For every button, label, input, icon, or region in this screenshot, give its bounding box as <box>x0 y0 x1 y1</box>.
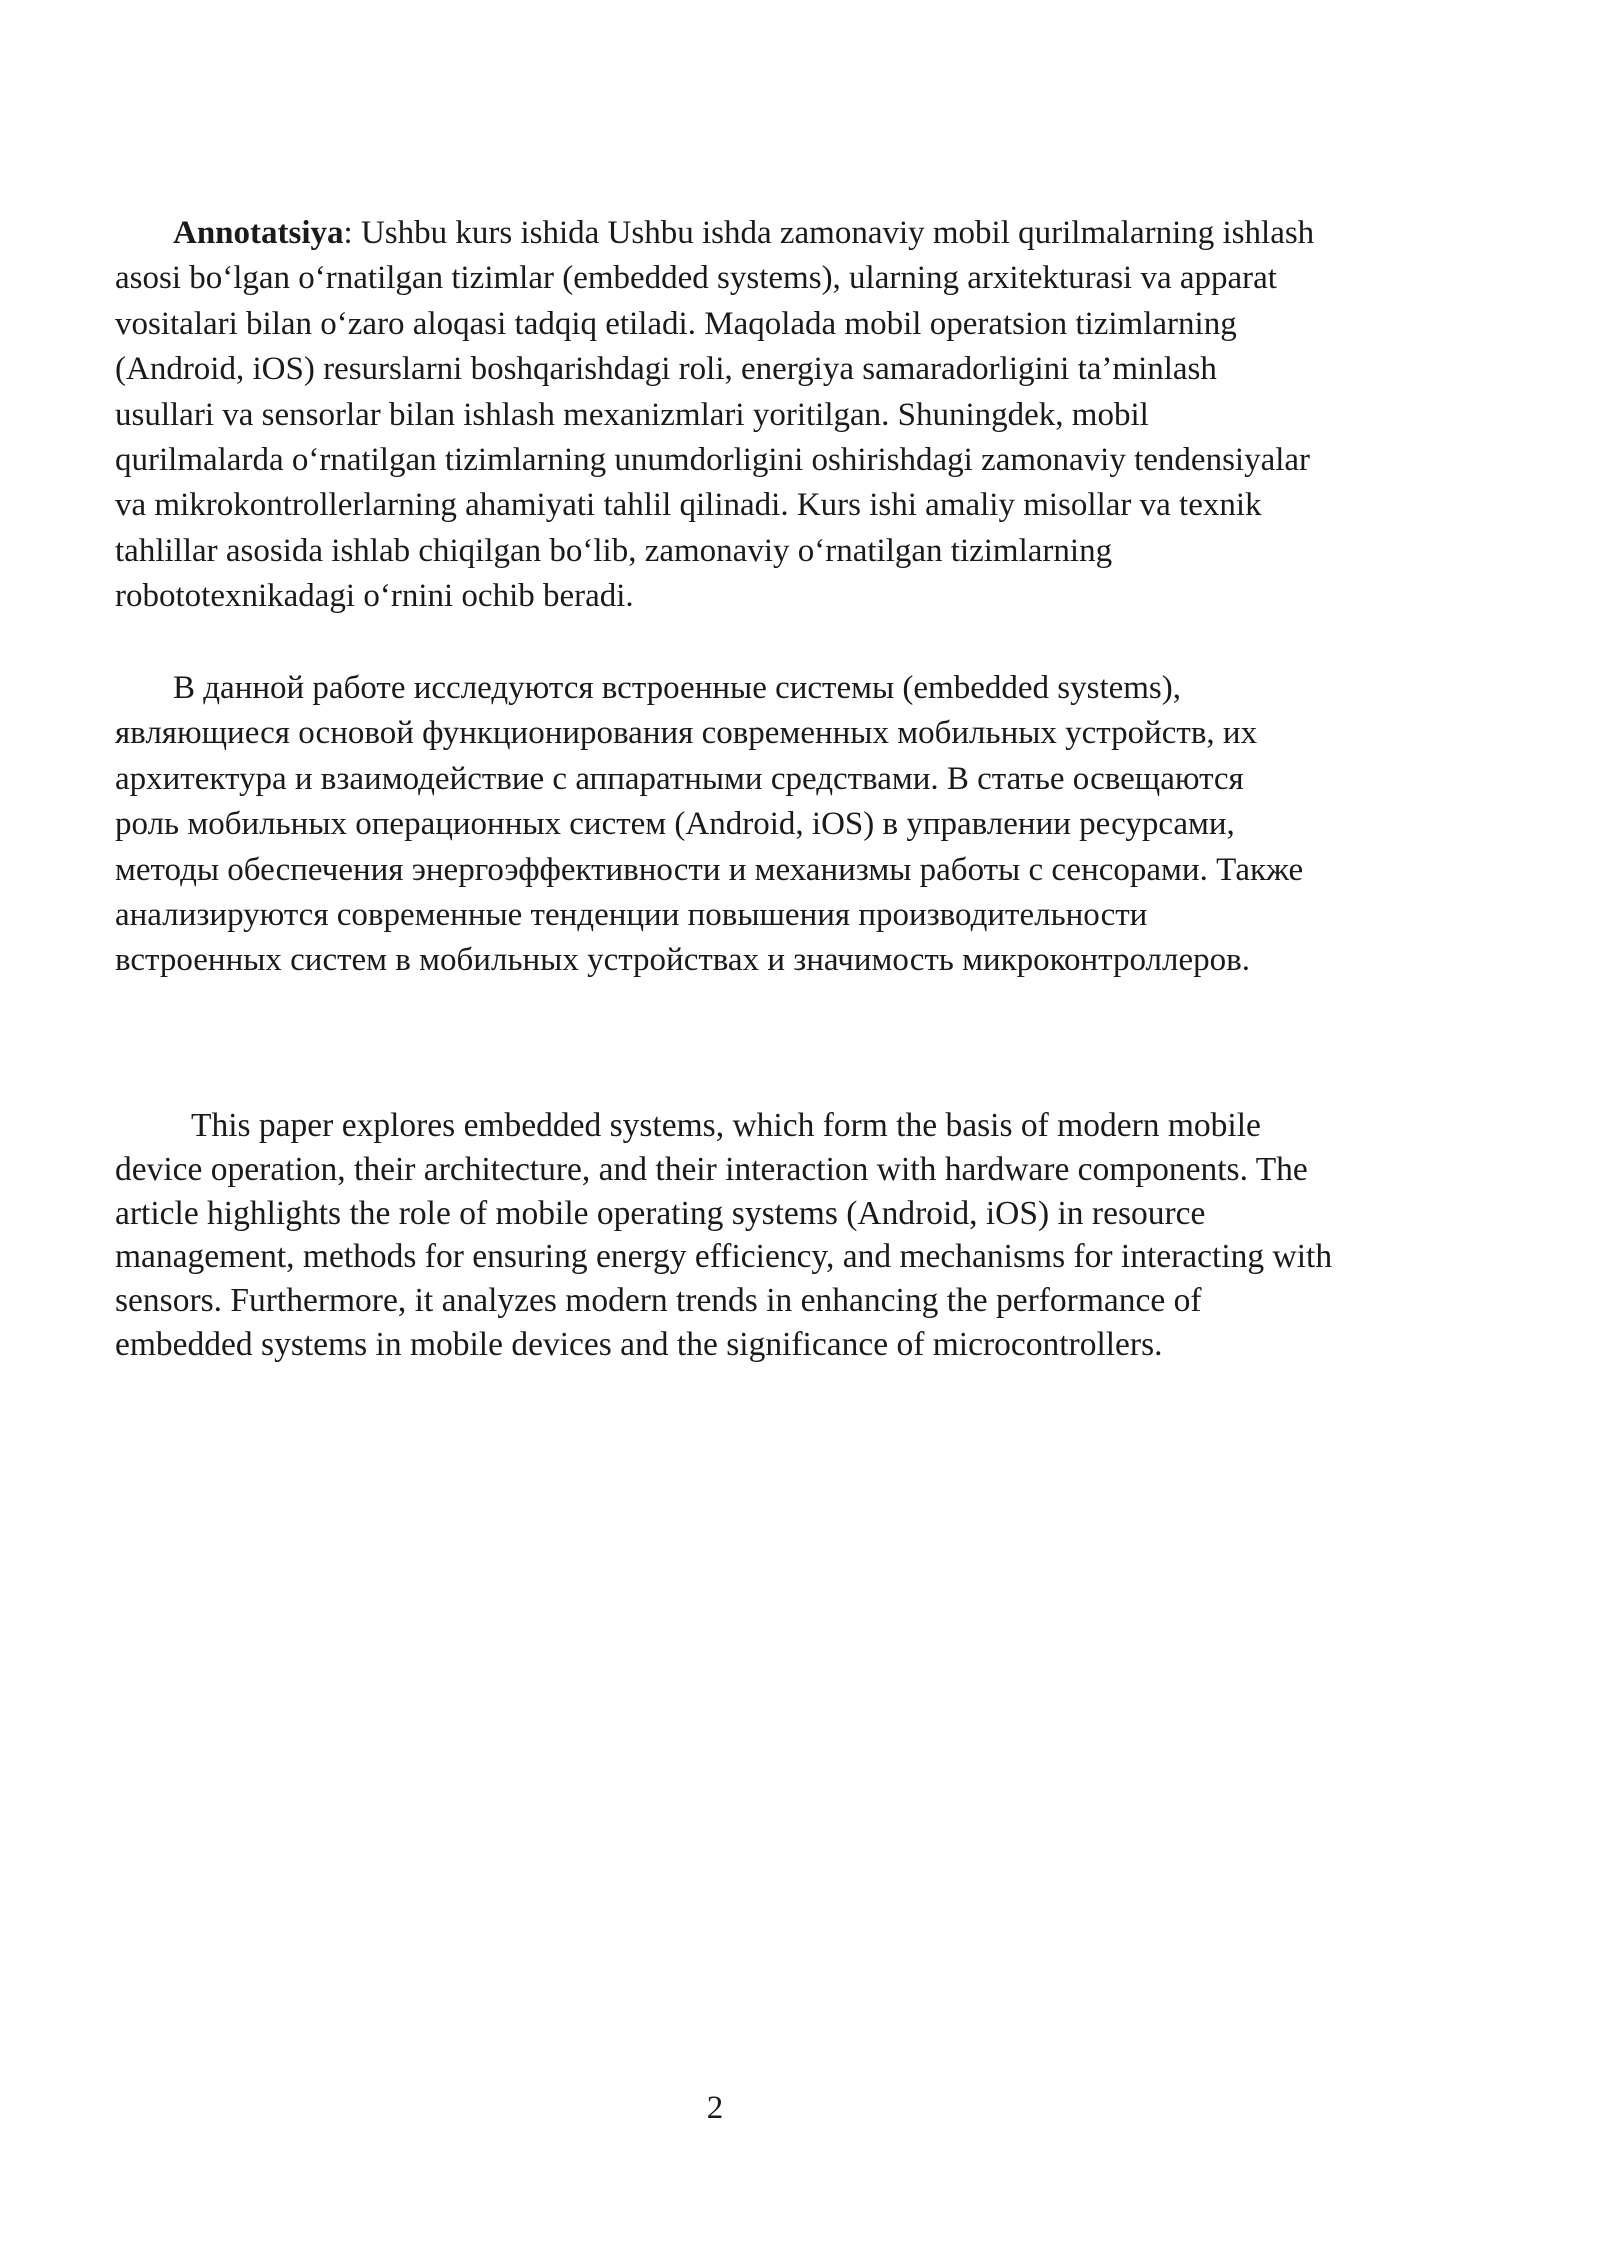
annotation-russian <box>115 666 1495 984</box>
annotation-uzbek-line <box>115 211 1495 256</box>
annotation-uzbek-line: asosi bo‘lgan o‘rnatilgan tizimlar (embedded systems), ularning arxitekturasi va apparat <box>115 260 1277 297</box>
annotation-uzbek-line: tahlillar asosida ishlab chiqilgan bo‘lib, zamonaviy o‘rnatilgan tizimlarning <box>115 532 1113 569</box>
annotation-russian-line: архитектура и взаимодействие с аппаратными средствами. В статье освещаются <box>115 760 1244 797</box>
annotation-uzbek-line-text: : Ushbu kurs ishida Ushbu ishda zamonaviy mobil qurilmalarning ishlash <box>343 215 1315 251</box>
annotation-russian-line: роль мобильных операционных систем (Android, iOS) в управлении ресурсами, <box>115 806 1235 843</box>
page-number: 2 <box>706 2090 724 2126</box>
annotation-uzbek-line: (Android, iOS) resurslarni boshqarishdagi roli, energiya samaradorligini ta’minlash <box>115 351 1217 388</box>
annotation-english-line: article highlights the role of mobile operating systems (Android, iOS) in resource <box>115 1194 1206 1232</box>
annotation-russian-line: анализируются современные тенденции повышения производительности <box>115 897 1148 934</box>
annotation-english-line: This paper explores embedded systems, which form the basis of modern mobile <box>191 1107 1261 1144</box>
annotation-uzbek-line: robototexnikadagi o‘rnini ochib beradi. <box>115 578 634 615</box>
annotation-russian-line: являющиеся основой функционирования современных мобильных устройств, их <box>115 715 1258 752</box>
annotation-english <box>115 1104 1495 1367</box>
annotation-uzbek-line: qurilmalarda o‘rnatilgan tizimlarning unumdorligini oshirishdagi zamonaviy tendensiyalar <box>115 442 1311 479</box>
annotation-english-line: management, methods for ensuring energy efficiency, and mechanisms for interacting with <box>115 1238 1333 1276</box>
annotation-russian-line: методы обеспечения энергоэффективности и механизмы работы с сенсорами. Также <box>115 851 1304 888</box>
annotation-english-line: sensors. Furthermore, it analyzes modern trends in enhancing the performance of <box>115 1282 1202 1320</box>
annotation-uzbek-line: va mikrokontrollerlarning ahamiyati tahlil qilinadi. Kurs ishi amaliy misollar va texnik <box>115 487 1262 524</box>
annotation-label: Annotatsiya <box>173 215 344 251</box>
annotation-uzbek <box>115 211 1495 620</box>
annotation-uzbek-line: vositalari bilan o‘zaro aloqasi tadqiq etiladi. Maqolada mobil operatsion tizimlarning <box>115 305 1237 342</box>
annotation-uzbek-line: usullari va sensorlar bilan ishlash mexanizmlari yoritilgan. Shuningdek, mobil <box>115 396 1149 433</box>
annotation-english-line: device operation, their architecture, and their interaction with hardware components. The <box>115 1150 1308 1188</box>
annotation-russian-line: встроенных систем в мобильных устройствах и значимость микроконтроллеров. <box>115 942 1250 979</box>
annotation-english-line: embedded systems in mobile devices and the significance of microcontrollers. <box>115 1325 1163 1363</box>
annotation-russian-line: В данной работе исследуются встроенные системы (embedded systems), <box>173 670 1182 706</box>
